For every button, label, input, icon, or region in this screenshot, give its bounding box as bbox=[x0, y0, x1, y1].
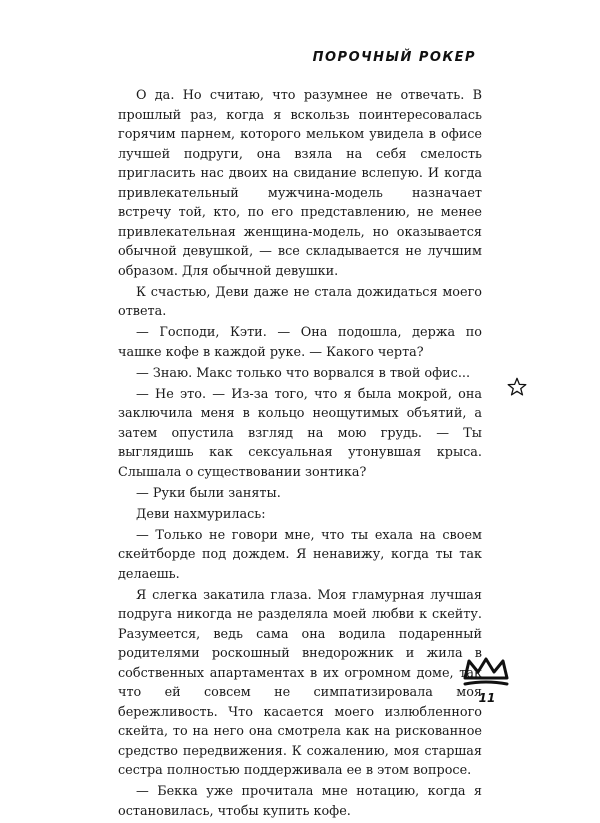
paragraph: — Только не говори мне, что ты ехала на своем скейтборде под дождем. Я ненавижу, когда ты так делаешь. bbox=[118, 527, 482, 582]
paragraph: — Бекка уже прочитала мне нотацию, когда я остановилась, чтобы купить кофе. bbox=[118, 784, 482, 819]
paragraph: — Господи, Кэти. — Она подошла, держа по чашке кофе в каждой руке. — Какого черта? bbox=[118, 325, 482, 360]
paragraph: К счастью, Деви даже не стала дожидаться моего ответа. bbox=[118, 284, 482, 319]
body-text bbox=[118, 86, 482, 823]
paragraph: Я слегка закатила глаза. Моя гламурная лучшая подруга никогда не разделяла моей любви к скейту. Разумеется, ведь сама она водила подаренный родителями роскошный внедорожник и жила в собственных апартаментах в их огромном доме, так что ей совсем не симпатизировала моя бережливость. Что касается моего излюбленного скейта, то на него она смотрела как на рискованное средство передвижения. К сожалению, моя старшая сестра полностью поддерживала ее в этом вопросе. bbox=[118, 587, 482, 778]
paragraph: — Знаю. Макс только что ворвался в твой офис... bbox=[136, 365, 471, 381]
paragraph: О да. Но считаю, что разумнее не отвечать. В прошлый раз, когда я вскользь поинтересовалась горячим парнем, которого мельком увидела в офисе лучшей подруги, она взяла на себя смелость пригласить нас двоих на свидание вслепую. И когда привлекательный мужчина-модель назначает встречу той, кто, по его представлению, не менее привлекательная женщина-модель, но оказывается обычной девушкой, — все складывается не лучшим образом. Для обычной девушки. bbox=[118, 88, 482, 279]
paragraph: — Руки были заняты. bbox=[136, 485, 281, 501]
crown-icon bbox=[462, 656, 510, 690]
page-number: 11 bbox=[478, 691, 496, 705]
running-title: ПОРОЧНЫЙ РОКЕР bbox=[312, 50, 476, 65]
paragraph: Деви нахмурилась: bbox=[136, 506, 266, 522]
star-icon bbox=[506, 376, 528, 398]
paragraph: — Не это. — Из-за того, что я была мокрой, она заключила меня в кольцо неощутимых объятий, а затем опустила взгляд на мою грудь. — Ты выглядишь как сексуальная утонувшая крыса. Слышала о существовании зонтика? bbox=[118, 386, 482, 480]
